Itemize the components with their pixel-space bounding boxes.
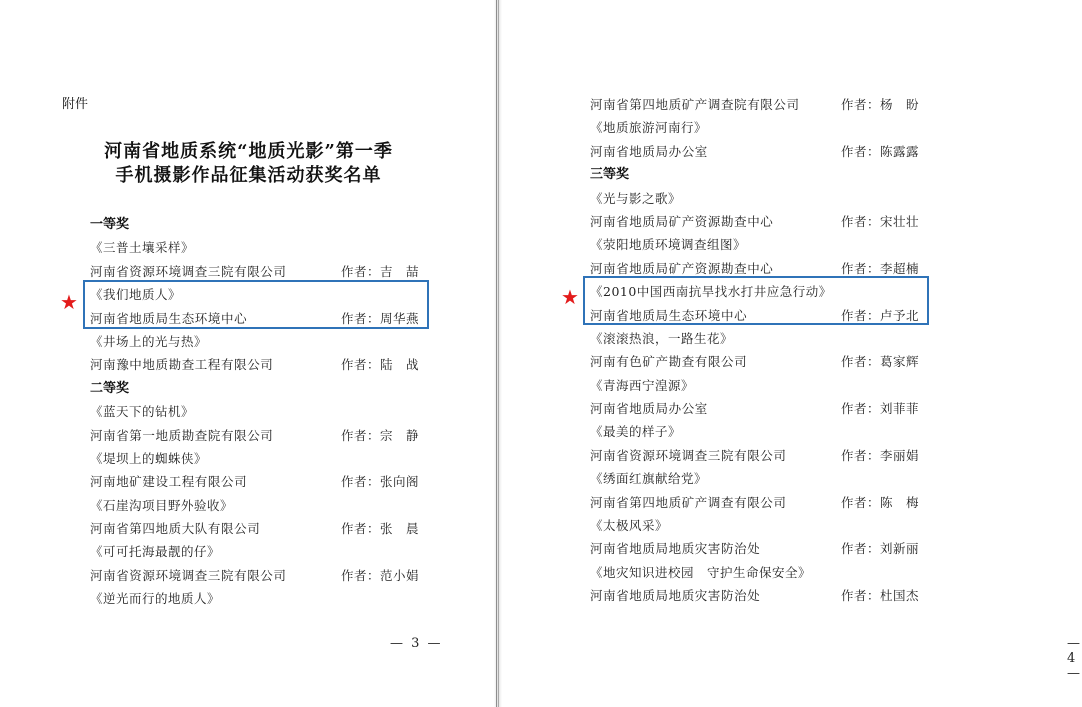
work-title: 《石崖沟项目野外验收》 xyxy=(90,497,234,513)
author-name: 作者：杜国杰 xyxy=(841,588,920,604)
author-name: 作者：陈露露 xyxy=(841,143,920,159)
entry-row xyxy=(590,93,935,116)
page-number: — 3 — xyxy=(390,636,443,651)
work-title: 《地灾知识进校园 守护生命保安全》 xyxy=(590,564,812,580)
entry-row xyxy=(590,444,935,467)
work-title: 《光与影之歌》 xyxy=(590,190,682,206)
work-title: 《我们地质人》 xyxy=(90,287,182,303)
work-title: 《三普土壤采样》 xyxy=(90,240,195,256)
organization-name: 河南省资源环境调查三院有限公司 xyxy=(590,447,787,463)
star-icon: ★ xyxy=(60,290,78,314)
organization-name: 河南省地质局办公室 xyxy=(590,143,708,159)
work-title: 《堤坝上的蜘蛛侠》 xyxy=(90,450,208,466)
entry-row xyxy=(90,424,435,447)
entry-row xyxy=(90,517,435,540)
work-title: 《太极风采》 xyxy=(590,518,669,534)
book-spine xyxy=(494,0,502,707)
work-title: 《2010中国西南抗旱找水打井应急行动》 xyxy=(590,284,832,300)
entry-row xyxy=(90,353,435,376)
author-name: 作者：卢予北 xyxy=(841,307,920,323)
document-title-line2: 手机摄影作品征集活动获奖名单 xyxy=(115,165,382,186)
work-title: 《逆光而行的地质人》 xyxy=(90,591,221,607)
award-list-right xyxy=(590,93,935,608)
author-name: 作者：张 晨 xyxy=(341,521,420,537)
author-name: 作者：陈 梅 xyxy=(841,494,920,510)
author-name: 作者：张向阁 xyxy=(341,474,420,490)
author-name: 作者：陆 战 xyxy=(341,357,420,373)
author-name: 作者：宋壮壮 xyxy=(841,213,920,229)
organization-name: 河南省资源环境调查三院有限公司 xyxy=(90,567,287,583)
work-title: 《绣面红旗献给党》 xyxy=(590,471,708,487)
author-name: 作者：刘新丽 xyxy=(841,541,920,557)
entry-row xyxy=(590,140,935,163)
attachment-label: 附件 xyxy=(62,97,89,112)
organization-name: 河南省第四地质矿产调查院有限公司 xyxy=(590,97,800,112)
entry-row xyxy=(90,470,435,493)
work-title: 《荥阳地质环境调查组图》 xyxy=(590,237,747,253)
organization-name: 河南省第一地质勘查院有限公司 xyxy=(90,427,274,443)
work-title: 《滚滚热浪，一路生花》 xyxy=(590,330,734,346)
organization-name: 河南地矿建设工程有限公司 xyxy=(90,474,248,490)
entry-row xyxy=(590,210,935,233)
author-name: 作者：杨 盼 xyxy=(841,97,920,112)
award-tier-heading: 一等奖 xyxy=(90,217,130,232)
work-title: 《青海西宁湟源》 xyxy=(590,377,695,393)
author-name: 作者：李丽娟 xyxy=(841,447,920,463)
author-name: 作者：葛家辉 xyxy=(841,354,920,370)
entry-row xyxy=(90,564,435,587)
author-name: 作者：范小娟 xyxy=(341,567,420,583)
work-title: 《最美的样子》 xyxy=(590,424,682,440)
work-title: 《地质旅游河南行》 xyxy=(590,120,708,136)
organization-name: 河南有色矿产勘查有限公司 xyxy=(590,354,748,370)
author-name: 作者：周华燕 xyxy=(341,310,420,326)
organization-name: 河南省地质局地质灾害防治处 xyxy=(590,588,761,604)
award-tier-heading: 三等奖 xyxy=(590,167,630,183)
organization-name: 河南豫中地质勘查工程有限公司 xyxy=(90,357,274,373)
entry-row xyxy=(590,350,935,373)
star-icon: ★ xyxy=(561,285,579,309)
highlight-box-right xyxy=(583,276,929,325)
organization-name: 河南省地质局生态环境中心 xyxy=(90,310,248,326)
author-name: 作者：吉 喆 xyxy=(341,263,420,279)
organization-name: 河南省资源环境调查三院有限公司 xyxy=(90,263,287,279)
entry-row xyxy=(590,584,935,607)
work-title: 《可可托海最靓的仔》 xyxy=(90,544,221,560)
organization-name: 河南省地质局地质灾害防治处 xyxy=(590,541,761,557)
organization-name: 河南省地质局矿产资源勘查中心 xyxy=(590,213,774,229)
award-tier-heading: 二等奖 xyxy=(90,380,130,396)
entry-row xyxy=(590,491,935,514)
award-list-left xyxy=(90,213,435,611)
organization-name: 河南省第四地质大队有限公司 xyxy=(90,521,261,537)
organization-name: 河南省地质局生态环境中心 xyxy=(590,307,748,323)
organization-name: 河南省地质局矿产资源勘查中心 xyxy=(590,260,774,276)
work-title: 《井场上的光与热》 xyxy=(90,333,208,349)
work-title: 《蓝天下的钻机》 xyxy=(90,404,195,420)
author-name: 作者：宗 静 xyxy=(341,427,420,443)
page-number: — 4 — xyxy=(1067,636,1082,681)
author-name: 作者：刘菲菲 xyxy=(841,401,920,417)
author-name: 作者：李超楠 xyxy=(841,260,920,276)
document-page-3 xyxy=(0,0,497,707)
organization-name: 河南省第四地质矿产调查有限公司 xyxy=(590,494,787,510)
document-title-line1: 河南省地质系统“地质光影”第一季 xyxy=(104,141,393,162)
highlight-box-left xyxy=(83,280,429,329)
entry-row xyxy=(590,397,935,420)
organization-name: 河南省地质局办公室 xyxy=(590,401,708,417)
entry-row xyxy=(590,537,935,560)
